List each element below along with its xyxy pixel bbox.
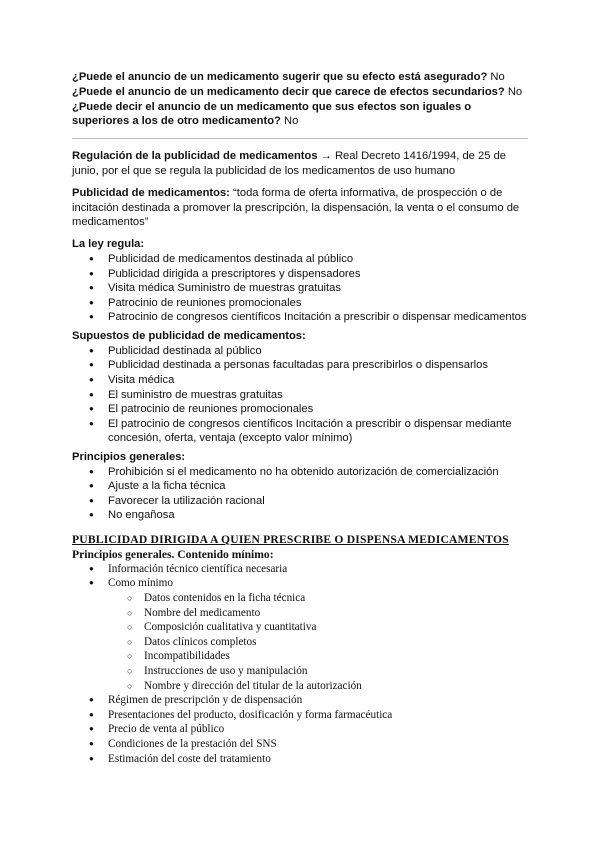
list-item: ● Publicidad de medicamentos destinada al público [72, 252, 528, 267]
list-item: ● Publicidad dirigida a prescriptores y dispensadores [72, 267, 528, 282]
sub-list-item: ○ Datos contenidos en la ficha técnica [72, 591, 528, 606]
list-item: ● El suministro de muestras gratuitas [72, 388, 528, 403]
divider [72, 138, 528, 139]
sub-list-item: ○ Nombre del medicamento [72, 606, 528, 621]
principios-heading: Principios generales: [72, 450, 186, 463]
list-item: ● Publicidad destinada a personas facultadas para prescribirlos o dispensarlos [72, 358, 528, 373]
list-item: ● Información técnico científica necesaria [72, 562, 528, 577]
answer: No [280, 115, 299, 128]
list-item: ● Ajuste a la ficha técnica [72, 479, 528, 494]
prescribe-subtitle: Principios generales. Contenido mínimo: [72, 547, 274, 561]
qa-line [72, 100, 528, 130]
ley-regula-list [72, 252, 528, 325]
list-item: ● Condiciones de la prestación del SNS [72, 737, 528, 752]
list-item: ● Estimación del coste del tratamiento [72, 752, 528, 767]
qa-block [72, 70, 528, 129]
sub-list-item: ○ Datos clínicos completos [72, 635, 528, 650]
supuestos-heading: Supuestos de publicidad de medicamentos: [72, 329, 306, 342]
publicidad-paragraph [72, 186, 528, 230]
ley-regula-heading: La ley regula: [72, 238, 145, 251]
document-page [72, 70, 528, 766]
list-item: ● Favorecer la utilización racional [72, 494, 528, 509]
question: ¿Puede el anuncio de un medicamento decir que carece de efectos secundarios? [72, 85, 505, 98]
principios-list [72, 465, 528, 523]
list-item: ● Visita médica [72, 373, 528, 388]
list-item-label: Como mínimo [108, 577, 173, 590]
publicidad-label: Publicidad de medicamentos: [72, 186, 230, 199]
sub-list-item: ○ Nombre y dirección del titular de la autorización [72, 679, 528, 694]
sub-list-item: ○ Composición cualitativa y cuantitativa [72, 620, 528, 635]
list-item: ● Patrocinio de congresos científicos Incitación a prescribir o dispensar medicamentos [72, 310, 528, 325]
list-item: ● No engañosa [72, 508, 528, 523]
sub-list-item: ○ Instrucciones de uso y manipulación [72, 664, 528, 679]
sub-list-item: ○ Incompatibilidades [72, 649, 528, 664]
list-item: ● Publicidad destinada al público [72, 344, 528, 359]
regulacion-label: Regulación de la publicidad de medicamentos [72, 150, 318, 163]
answer: No [504, 85, 523, 98]
list-item [72, 576, 528, 693]
qa-line [72, 85, 528, 100]
list-item: ● El patrocinio de congresos científicos Incitación a prescribir o dispensar mediante concesión, oferta, ventaja (excepto valor mínimo) [72, 417, 528, 446]
prescribe-list [72, 562, 528, 766]
regulacion-paragraph [72, 149, 528, 179]
question: ¿Puede decir el anuncio de un medicamento que sus efectos son iguales o superiores a los de otro medicamento? [72, 100, 472, 128]
list-item: ● Patrocinio de reuniones promocionales [72, 296, 528, 311]
list-item: ● Precio de venta al público [72, 722, 528, 737]
list-item: ● Prohibición si el medicamento no ha obtenido autorización de comercialización [72, 465, 528, 480]
list-item: ● Régimen de prescripción y de dispensación [72, 693, 528, 708]
list-item: ● El patrocinio de reuniones promocionales [72, 402, 528, 417]
list-item: ● Presentaciones del producto, dosificación y forma farmacéutica [72, 708, 528, 723]
answer: No [487, 71, 505, 83]
publicidad-text: “toda forma de oferta informativa, de prospección o de incitación destinada a promover la prescripción, la dispensación, la venta o el consumo de medicamentos” [72, 186, 520, 229]
list-item: ● Visita médica Suministro de muestras gratuitas [72, 281, 528, 296]
regulacion-text: → Real Decreto 1416/1994, de 25 de junio, por el que se regula la publicidad de los medicamentos de uso humano [72, 150, 507, 177]
prescribe-section-title: PUBLICIDAD DIRIGIDA A QUIEN PRESCRIBE O DISPENSA MEDICAMENTOS [72, 533, 509, 547]
question: ¿Puede el anuncio de un medicamento sugerir que su efecto está asegurado? [72, 71, 488, 83]
como-minimo-list [108, 591, 528, 693]
qa-line [72, 70, 528, 85]
supuestos-list [72, 344, 528, 446]
